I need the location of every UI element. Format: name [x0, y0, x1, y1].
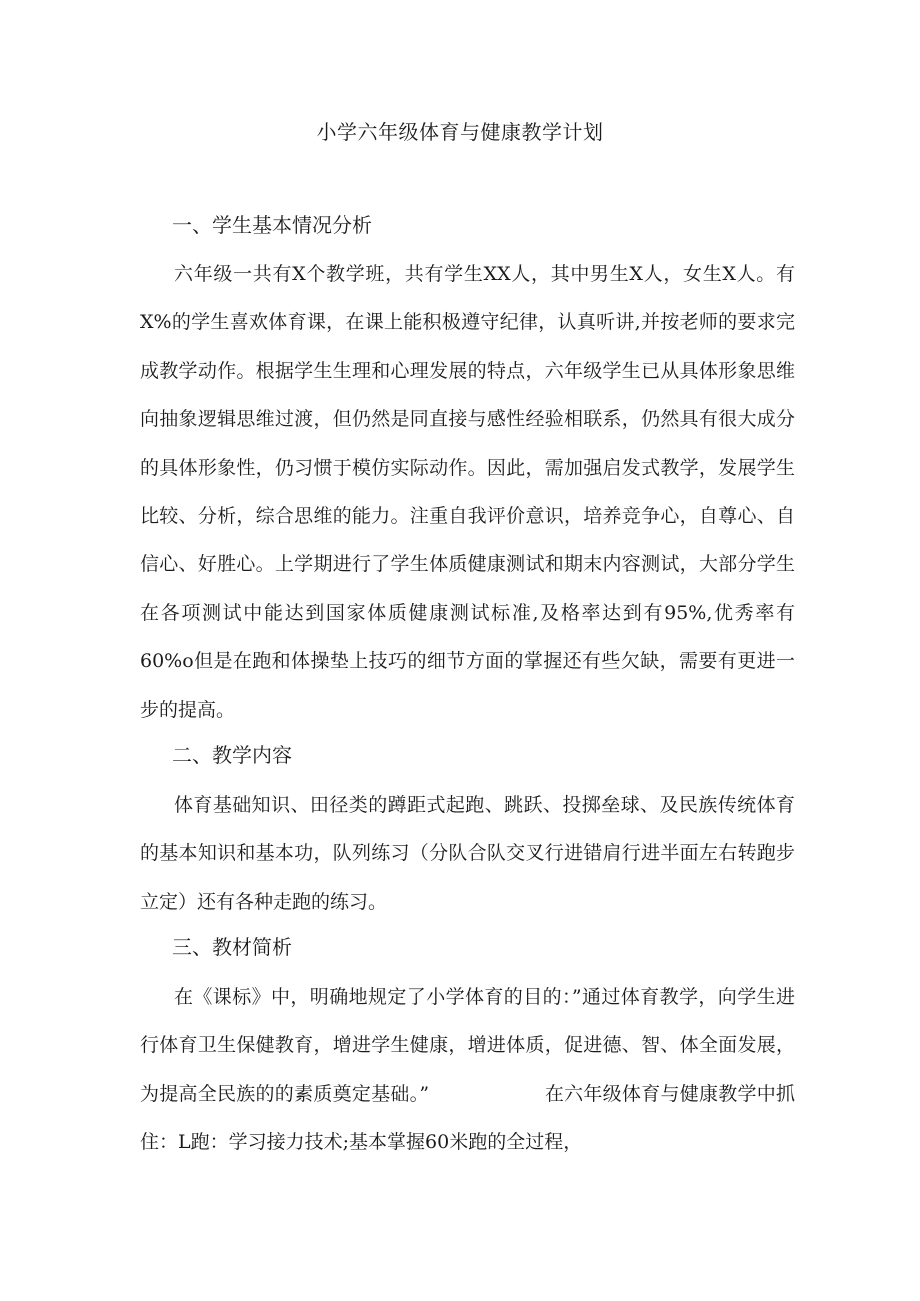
section-heading-textbook-analysis: 三、教材简析 [172, 935, 292, 959]
section-paragraph-teaching-content: 体育基础知识、田径类的蹲距式起跑、跳跃、投掷垒球、及民族传统体育的基本知识和基本功，队列练习（分队合队交叉行进错肩行进半面左右转跑步立定）还有各种走跑的练习。 [140, 794, 795, 913]
section-heading-student-analysis: 一、学生基本情况分析 [172, 213, 372, 237]
section-heading-teaching-content: 二、教学内容 [172, 743, 292, 767]
section-paragraph-student-analysis: 六年级一共有X个教学班，共有学生XX人，其中男生X人，女生X人。有X%的学生喜欢体育课，在课上能积极遵守纪律，认真听讲,并按老师的要求完成教学动作。根据学生生理和心理发展的特点，六年级学生已从具体形象思维向抽象逻辑思维过渡，但仍然是同直接与感性经验相联系，仍然具有很大成分的具体形象性，仍习惯于模仿实际动作。因此，需加强启发式教学，发展学生比较、分析，综合思维的能力。注重自我评价意识，培养竞争心，自尊心、自信心、好胜心。上学期进行了学生体质健康测试和期末内容测试，大部分学生在各项测试中能达到国家体质健康测试标准,及格率达到有95%,优秀率有60%o但是在跑和体操垫上技巧的细节方面的掌握还有些欠缺，需要有更进一步的提高。 [140, 263, 795, 721]
document-title: 小学六年级体育与健康教学计划 [316, 120, 604, 144]
section-paragraph-textbook-analysis: 在《课标》中，明确地规定了小学体育的目的：”通过体育教学，向学生进行体育卫生保健教育，增进学生健康，增进体质，促进德、智、体全面发展，为提高全民族的的素质奠定基础。” 在六年级体育与健康教学中抓住：L跑：学习接力技术;基本掌握60米跑的全过程， [140, 986, 795, 1154]
